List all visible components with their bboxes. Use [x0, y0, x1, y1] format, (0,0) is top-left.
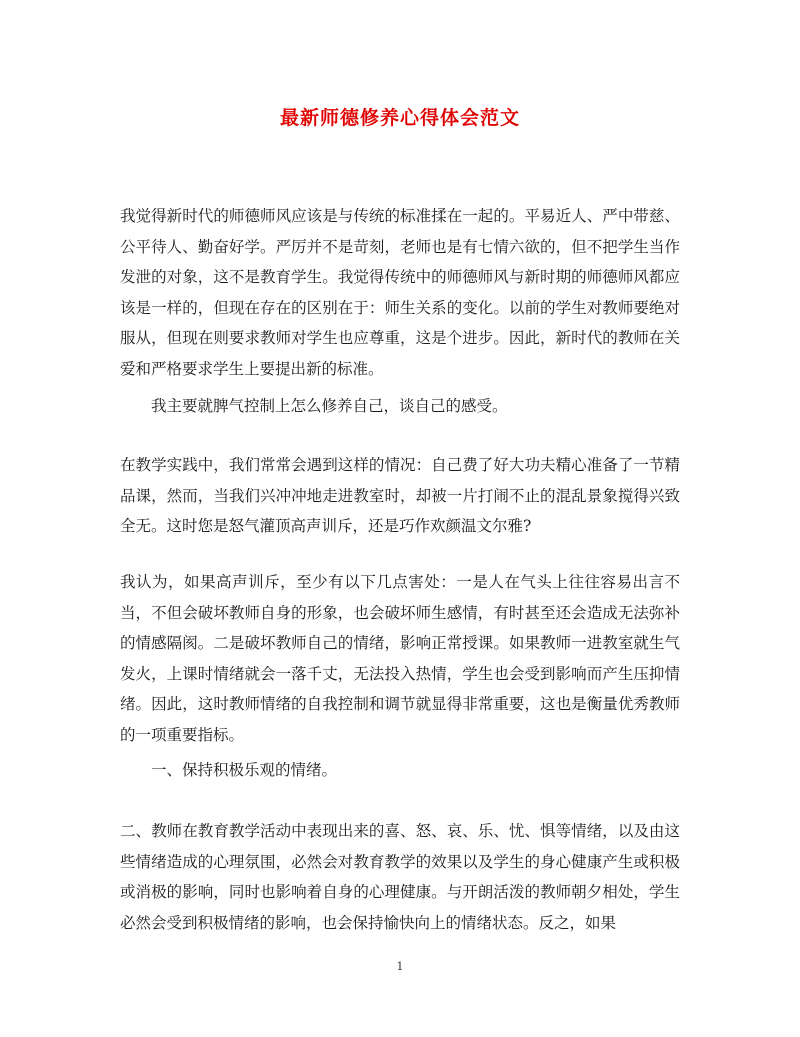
document-title: 最新师德修养心得体会范文 [279, 107, 520, 129]
page-number: 1 [396, 960, 404, 973]
paragraph-teacher-emotions-impact: 二、教师在教育教学活动中表现出来的喜、怒、哀、乐、忧、惧等情绪，以及由这些情绪造成的心理氛围，必然会对教育教学的效果以及学生的身心健康产生或积极或消极的影响，同时也影响着自身的心理健康。与开朗活泼的教师朝夕相处，学生必然会受到积极情绪的影响，也会保持愉快向上的情绪状态。反之，如果 [120, 822, 680, 932]
paragraph-teacher-ethics-standards: 我觉得新时代的师德师风应该是与传统的标准揉在一起的。平易近人、严中带慈、公平待人、勤奋好学。严厉并不是苛刻，老师也是有七情六欲的，但不把学生当作发泄的对象，这不是教育学生。我觉得传统中的师德师风与新时期的师德师风都应该是一样的，但现在存在的区别在于：师生关系的变化。以前的学生对教师要绝对服从，但现在则要求教师对学生也应尊重，这是个进步。因此，新时代的教师在关爱和严格要求学生上要提出新的标准。 [120, 207, 680, 378]
section-heading-positive-emotions: 一、保持积极乐观的情绪。 [151, 761, 338, 779]
paragraph-harms-of-scolding: 我认为，如果高声训斥，至少有以下几点害处：一是人在气头上往往容易出言不当，不但会破坏教师自身的形象，也会破坏师生感情，有时甚至还会造成无法弥补的情感隔阂。二是破坏教师自己的情绪，影响正常授课。如果教师一进教室就生气发火，上课时情绪就会一落千丈，无法投入热情，学生也会受到影响而产生压抑情绪。因此，这时教师情绪的自我控制和调节就显得非常重要，这也是衡量优秀教师的一项重要指标。 [120, 573, 680, 744]
paragraph-temper-control-intro: 我主要就脾气控制上怎么修养自己，谈自己的感受。 [151, 397, 508, 415]
paragraph-classroom-situation: 在教学实践中，我们常常会遇到这样的情况：自己费了好大功夫精心准备了一节精品课，然而，当我们兴冲冲地走进教室时，却被一片打闹不止的混乱景象搅得兴致全无。这时您是怒气灌顶高声训斥，还是巧作欢颜温文尔雅? [120, 456, 680, 535]
